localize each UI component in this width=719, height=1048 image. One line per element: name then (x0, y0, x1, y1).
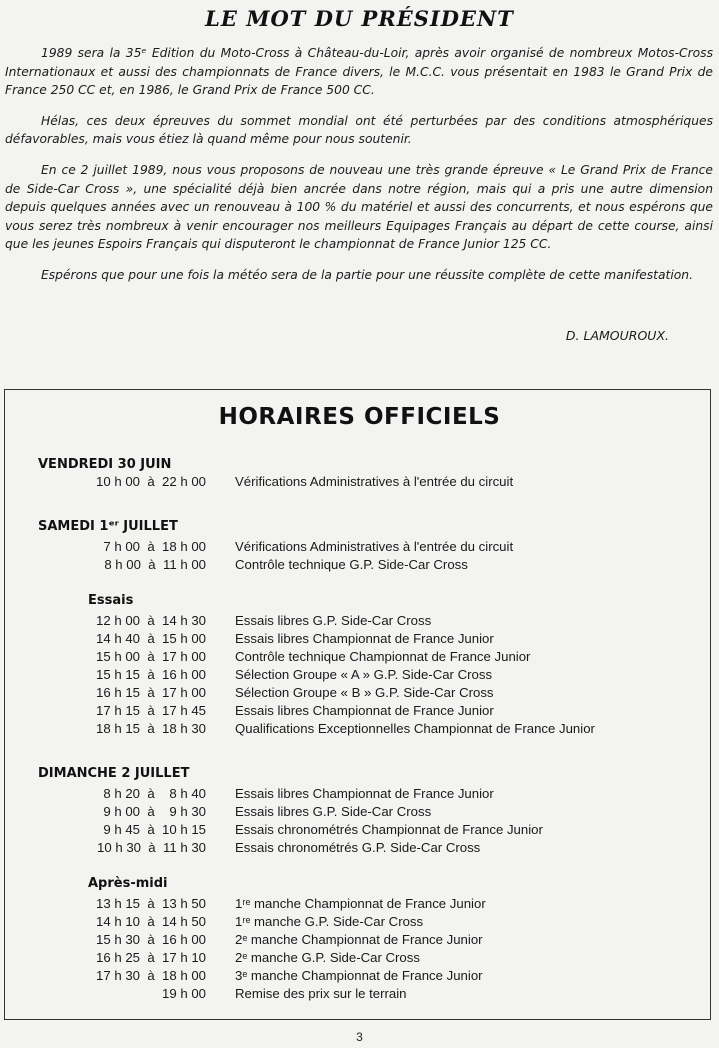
row-label: Vérifications Administratives à l'entrée du circuit (235, 474, 514, 489)
row-time: 14 h 40 à 15 h 00 (96, 631, 206, 646)
schedule-row (0, 986, 719, 1004)
schedule-row (0, 613, 719, 631)
row-time: 16 h 15 à 17 h 00 (96, 685, 206, 700)
row-label: Essais libres G.P. Side-Car Cross (235, 804, 432, 819)
schedule-row (0, 950, 719, 968)
schedule-row (0, 721, 719, 739)
row-label: 1ʳᵉ manche Championnat de France Junior (235, 896, 486, 911)
row-time: 14 h 10 à 14 h 50 (96, 914, 206, 929)
schedule-row (0, 703, 719, 721)
row-time: 17 h 30 à 18 h 00 (96, 968, 206, 983)
row-label: 2ᵉ manche G.P. Side-Car Cross (235, 950, 420, 965)
row-time: 15 h 15 à 16 h 00 (96, 667, 206, 682)
schedule-row (0, 822, 719, 840)
schedule-row (0, 932, 719, 950)
section-heading-apres-midi: Après-midi (88, 876, 168, 891)
row-time: 15 h 00 à 17 h 00 (96, 649, 206, 664)
row-time: 8 h 20 à 8 h 40 (103, 786, 206, 801)
row-label: Essais libres Championnat de France Junior (235, 631, 494, 646)
row-label: Essais libres Championnat de France Junior (235, 786, 494, 801)
row-label: Remise des prix sur le terrain (235, 986, 407, 1001)
row-label: 2ᵉ manche Championnat de France Junior (235, 932, 483, 947)
president-paragraph-1: 1989 sera la 35ᵉ Edition du Moto-Cross à Château-du-Loir, après avoir organisé de nombreux Motos-Cross Internationaux et aussi des championnats de France divers, le M.C.C. vous présentait en 1983 le Grand Prix de France 250 CC et, en 1986, le Grand Prix de France 500 CC. (5, 46, 713, 98)
row-time: 8 h 00 à 11 h 00 (104, 557, 206, 572)
row-label: Contrôle technique G.P. Side-Car Cross (235, 557, 468, 572)
schedule-row (0, 557, 719, 575)
row-time: 7 h 00 à 18 h 00 (103, 539, 206, 554)
day-heading-friday: VENDREDI 30 JUIN (38, 457, 172, 472)
schedule-row (0, 539, 719, 557)
row-time: 15 h 30 à 16 h 00 (96, 932, 206, 947)
president-paragraph-4: Espérons que pour une fois la météo sera de la partie pour une réussite complète de cette manifestation. (41, 267, 693, 282)
row-time: 10 h 00 à 22 h 00 (96, 474, 206, 489)
row-label: Sélection Groupe « B » G.P. Side-Car Cross (235, 685, 494, 700)
schedule-row (0, 631, 719, 649)
day-heading-saturday: SAMEDI 1ᵉʳ JUILLET (38, 519, 178, 534)
schedule-row (0, 667, 719, 685)
row-time: 18 h 15 à 18 h 30 (96, 721, 206, 736)
president-title: LE MOT DU PRÉSIDENT (205, 6, 514, 31)
row-label: Contrôle technique Championnat de France Junior (235, 649, 531, 664)
row-time: 9 h 00 à 9 h 30 (103, 804, 206, 819)
schedule-row (0, 968, 719, 986)
row-time: 13 h 15 à 13 h 50 (96, 896, 206, 911)
row-label: 1ʳᵉ manche G.P. Side-Car Cross (235, 914, 424, 929)
schedule-row (0, 804, 719, 822)
row-time: 16 h 25 à 17 h 10 (96, 950, 206, 965)
row-label: Essais libres G.P. Side-Car Cross (235, 613, 432, 628)
row-label: Vérifications Administratives à l'entrée du circuit (235, 539, 514, 554)
row-time: 19 h 00 (162, 986, 206, 1001)
row-label: Essais libres Championnat de France Junior (235, 703, 494, 718)
row-time: 17 h 15 à 17 h 45 (96, 703, 206, 718)
row-label: 3ᵉ manche Championnat de France Junior (235, 968, 483, 983)
row-time: 10 h 30 à 11 h 30 (96, 840, 206, 855)
president-paragraph-3: En ce 2 juillet 1989, nous vous proposons de nouveau une très grande épreuve « Le Grand Prix de France de Side-Car Cross », une spécialité déjà bien ancrée dans notre région, mais qui a pris une autre dimension depuis quelques années avec un renouveau à 100 % du matériel et aussi des concurrents, et nous espérons que vous serez très nombreux à venir encourager nos meilleurs Equipages Français au départ de cette course, ainsi que les jeunes Espoirs Français qui disputeront le championnat de France Junior 125 CC. (5, 162, 713, 252)
schedule-row (0, 685, 719, 703)
row-label: Qualifications Exceptionnelles Championnat de France Junior (235, 721, 595, 736)
schedule-row (0, 896, 719, 914)
schedule-row (0, 786, 719, 804)
row-label: Essais chronométrés G.P. Side-Car Cross (235, 840, 481, 855)
schedule-title: HORAIRES OFFICIELS (218, 404, 501, 430)
day-heading-sunday: DIMANCHE 2 JUILLET (38, 766, 190, 781)
signature: D. LAMOUROUX. (565, 328, 669, 343)
row-label: Essais chronométrés Championnat de France Junior (235, 822, 543, 837)
schedule-row (0, 649, 719, 667)
schedule-row (0, 914, 719, 932)
row-time: 9 h 45 à 10 h 15 (103, 822, 206, 837)
page-number: 3 (356, 1030, 363, 1044)
section-heading-essais: Essais (88, 593, 134, 608)
row-time: 12 h 00 à 14 h 30 (96, 613, 206, 628)
schedule-row (0, 840, 719, 858)
president-message (5, 44, 713, 297)
president-paragraph-2: Hélas, ces deux épreuves du sommet mondial ont été perturbées par des conditions atmosphériques défavorables, mais vous étiez là quand même pour nous soutenir. (5, 113, 713, 147)
row-label: Sélection Groupe « A » G.P. Side-Car Cross (235, 667, 493, 682)
schedule-row (0, 474, 719, 492)
